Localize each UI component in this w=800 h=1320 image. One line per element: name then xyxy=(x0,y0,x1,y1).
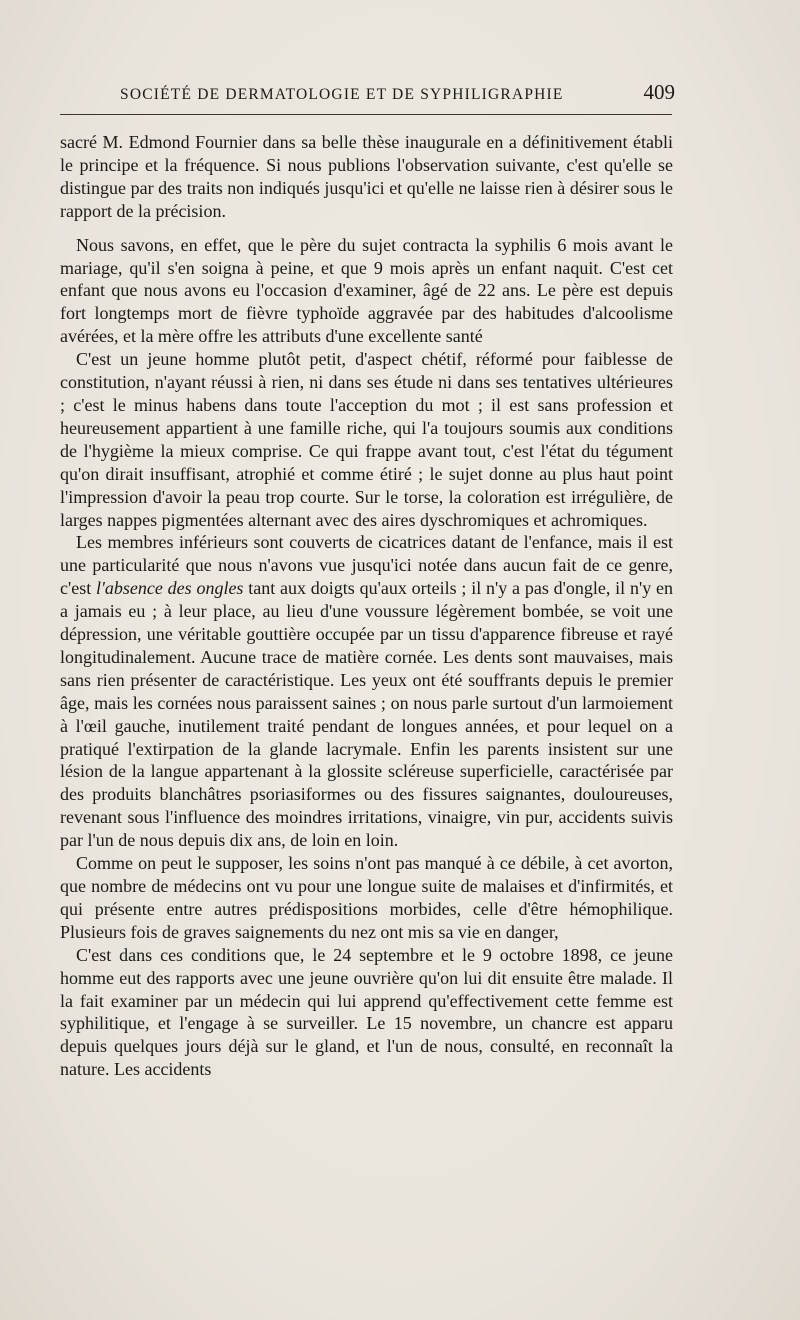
paragraph-4 xyxy=(60,531,673,852)
running-title: SOCIÉTÉ DE DERMATOLOGIE ET DE SYPHILIGRAPHIE xyxy=(120,86,564,103)
paragraph-2: Nous savons, en effet, que le père du sujet contracta la syphilis 6 mois avant le mariage, qu'il s'en soigna à peine, et que 9 mois après un enfant naquit. C'est cet enfant que nous avons eu l'occasion d'examiner, âgé de 22 ans. Le père est depuis fort longtemps mort de fièvre typhoïde aggravée par des habitudes d'alcoolisme avérées, et la mère offre les attributs d'une excellente santé xyxy=(60,234,673,347)
paragraph-1: sacré M. Edmond Fournier dans sa belle thèse inaugurale en a définitivement établi le principe et la fréquence. Si nous publions l'observation suivante, c'est qu'elle se distingue par des traits non indiqués jusqu'ici et qu'elle ne laisse rien à désirer sous le rapport de la précision. xyxy=(60,132,673,221)
paragraph-4-start: Les membres inférieurs sont couverts de cicatrices datant de l'enfance, mais il est une particularité que nous n'avons vue jusqu'ici notée dans aucun fait de ce genre, c'est xyxy=(60,532,673,599)
paragraph-5: Comme on peut le supposer, les soins n'ont pas manqué à ce débile, à cet avorton, que nombre de médecins ont vu pour une longue suite de malaises et d'infirmités, et qui présente entre autres prédispositions morbides, celle d'être hémophilique. Plusieurs fois de graves saignements du nez ont mis sa vie en danger, xyxy=(60,853,673,942)
page-number: 409 xyxy=(643,80,675,104)
page-header xyxy=(60,78,675,108)
paragraph-4-end: tant aux doigts qu'aux orteils ; il n'y a pas d'ongle, il n'y en a jamais eu ; à leur place, au lieu d'une voussure légèrement bombée, se voit une dépression, une véritable gouttière occupée par un tissu d'apparence fibreuse et rayé longitudinalement. Aucune trace de matière cornée. Les dents sont mauvaises, mais sans rien présenter de caractéristique. Les yeux ont été souffrants depuis le premier âge, mais les cornées nous paraissent saines ; on nous parle surtout d'un larmoiement à l'œil gauche, inutilement traité pendant de longues années, et pour lequel on a pratiqué l'extirpation de la glande lacrymale. Enfin les parents insistent sur une lésion de la langue appartenant à la glossite scléreuse superficielle, caractérisée par des produits blanchâtres psoriasiformes ou des fissures saignantes, douloureuses, revenant sous l'influence des moindres irritations, vinaigre, vin pur, accidents suivis par l'un de nous depuis dix ans, de loin en loin. xyxy=(60,578,673,851)
body-text xyxy=(60,131,673,1081)
paragraph-6: C'est dans ces conditions que, le 24 septembre et le 9 octobre 1898, ce jeune homme eut des rapports avec une jeune ouvrière qu'on lui dit ensuite être malade. Il la fait examiner par un médecin qui lui apprend qu'effectivement cette femme est syphilitique, et l'engage à se surveiller. Le 15 novembre, un chancre est apparu depuis quelques jours déjà sur le gland, et l'un de nous, consulté, en reconnaît la nature. Les accidents xyxy=(60,944,673,1080)
paragraph-3: C'est un jeune homme plutôt petit, d'aspect chétif, réformé pour faiblesse de constitution, n'ayant réussi à rien, ni dans ses étude ni dans ses tentatives ultérieures ; c'est le minus habens dans toute l'acception du mot ; il est sans profession et heureusement appartient à une famille riche, qui l'a toujours soumis aux conditions de l'hygième la mieux comprise. Ce qui frappe avant tout, c'est l'état du tégument qu'on dirait insuffisant, atrophié et comme étiré ; le sujet donne au plus haut point l'impression d'avoir la peau trop courte. Sur le torse, la coloration est irrégulière, de larges nappes pigmentées alternant avec des aires dyschromiques et achromiques. xyxy=(60,349,673,530)
emphasis-absence-des-ongles: l'absence des ongles xyxy=(96,578,244,599)
header-rule xyxy=(60,114,672,115)
